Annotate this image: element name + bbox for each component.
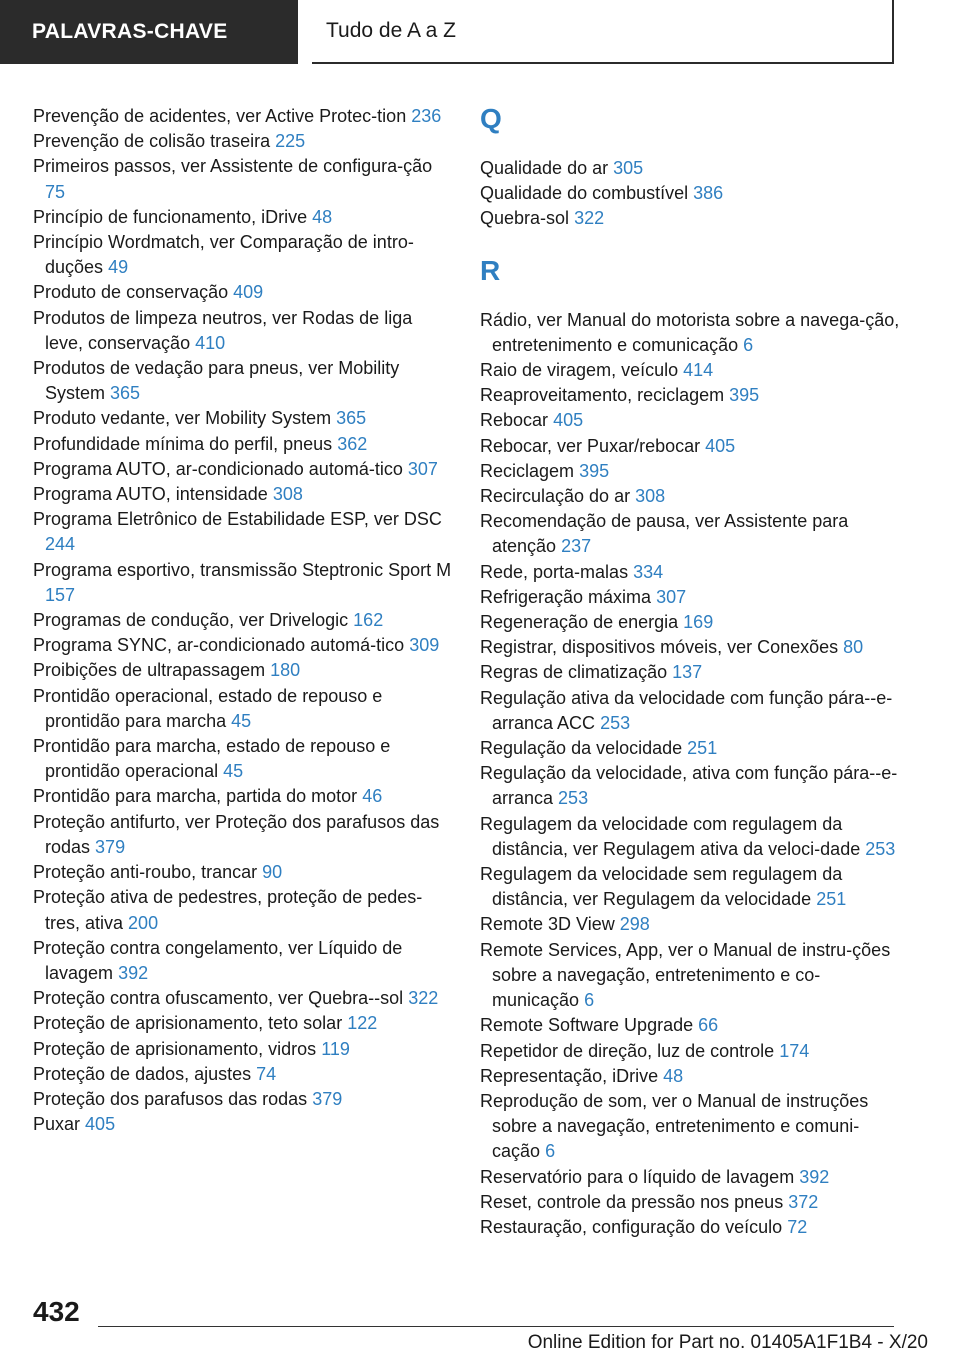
page-link[interactable]: 379 [95,836,126,857]
page-link[interactable]: 90 [262,862,283,883]
entry-text: Reciclagem [480,460,575,481]
entry-text: Regulação ativa da velocidade com função pára-‐e-arranca ACC [480,687,893,733]
index-entry [480,862,900,912]
page-link[interactable]: 414 [683,360,714,381]
entry-text: Proteção antifurto, ver Proteção dos parafusos das rodas [33,811,440,857]
index-entry [33,1087,453,1112]
index-entry [33,482,453,507]
entry-text: Proteção de dados, ajustes [33,1063,252,1084]
page-link[interactable]: 137 [672,662,703,683]
index-entry [33,1062,453,1087]
index-entry [480,181,900,206]
page-link[interactable]: 305 [613,158,644,178]
index-entry [33,1112,453,1137]
entry-text: Reservatório para o líquido de lavagem [480,1166,795,1187]
page-link[interactable]: 386 [693,183,724,204]
entry-text: Prontidão para marcha, estado de repouso e prontidão operacional [33,736,391,782]
page-link[interactable]: 45 [223,761,244,782]
page-link[interactable]: 395 [729,385,760,406]
index-entry [33,608,453,633]
entry-text: Quebra-sol [480,208,570,229]
index-entry [33,457,453,482]
page-link[interactable]: 298 [619,914,650,935]
q-entries [480,156,900,232]
entry-text: Prontidão para marcha, partida do motor [33,786,358,807]
header-title-box [312,0,894,64]
letter-heading-q: Q [480,103,502,134]
index-entry [480,1215,900,1240]
page-link[interactable]: 253 [558,788,589,809]
entry-text: Princípio de funcionamento, iDrive [33,206,308,227]
entry-text: Remote Software Upgrade [480,1015,694,1036]
entry-text: Programa AUTO, intensidade [33,484,268,505]
entry-text: Proteção contra congelamento, ver Líquido de lavagem [33,937,403,983]
index-entry [33,885,453,935]
index-entry [33,684,453,734]
page-link[interactable]: 253 [600,712,631,733]
entry-text: Proteção de aprisionamento, teto solar [33,1013,343,1034]
entry-text: Prevenção de acidentes, ver Active Protec‐tion [33,106,407,126]
page-link[interactable]: 372 [788,1191,819,1212]
index-entry [33,280,453,305]
left-index-column [33,104,453,1137]
index-entry [480,156,900,181]
entry-text: Representação, iDrive [480,1065,659,1086]
page-link[interactable]: 80 [843,637,864,658]
index-entry [480,1039,900,1064]
page-link[interactable]: 6 [545,1141,556,1162]
page-link[interactable]: 225 [275,131,306,152]
entry-text: Princípio Wordmatch, ver Comparação de intro‐duções [33,232,414,278]
page-link[interactable]: 322 [408,988,439,1009]
page-link[interactable]: 174 [779,1040,810,1061]
page-link[interactable]: 307 [656,586,687,607]
entry-text: Reaproveitamento, reciclagem [480,385,725,406]
entry-text: Produtos de limpeza neutros, ver Rodas de liga leve, conservação [33,307,413,353]
index-entry [480,686,900,736]
index-entry [480,484,900,509]
entry-text: Rádio, ver Manual do motorista sobre a navega‐ção, entretenimento e comunicação [480,309,900,355]
entry-text: Refrigeração máxima [480,586,652,607]
page-link[interactable]: 307 [407,458,438,479]
index-entry [480,459,900,484]
entry-text: Profundidade mínima do perfil, pneus [33,433,333,454]
entry-text: Registrar, dispositivos móveis, ver Conexões [480,637,839,658]
page-link[interactable]: 309 [409,635,440,656]
index-entry [33,734,453,784]
page-link[interactable]: 74 [256,1063,277,1084]
page-link[interactable]: 200 [128,912,159,933]
entry-text: Programa esportivo, transmissão Steptronic Sport M [33,559,452,580]
section-label: PALAVRAS-CHAVE [32,20,228,43]
page-link[interactable]: 169 [683,612,714,633]
entry-text: Regulação da velocidade, ativa com função pára-‐e-arranca [480,763,898,809]
page-link[interactable]: 46 [362,786,383,807]
index-entry [33,633,453,658]
index-entry [480,812,900,862]
entry-text: Puxar [33,1114,81,1135]
index-entry [480,1064,900,1089]
page-link[interactable]: 365 [110,383,141,404]
page-link[interactable]: 405 [705,435,736,456]
page-link[interactable]: 237 [561,536,592,557]
entry-text: Regulação da velocidade [480,738,683,759]
entry-text: Proteção dos parafusos das rodas [33,1088,308,1109]
page-link[interactable]: 409 [233,282,264,303]
index-entry [480,736,900,761]
index-entry [480,635,900,660]
section-tab [0,0,298,64]
index-entry [480,938,900,1014]
entry-text: Recomendação de pausa, ver Assistente para atenção [480,511,849,557]
entry-text: Proteção ativa de pedestres, proteção de pedes‐tres, ativa [33,887,423,933]
index-entry [480,1165,900,1190]
page-link[interactable]: 362 [337,433,368,454]
entry-text: Restauração, configuração do veículo [480,1216,783,1237]
page-link[interactable]: 392 [799,1166,830,1187]
index-entry [480,1013,900,1038]
page-link[interactable]: 379 [312,1088,343,1109]
page-link[interactable]: 48 [312,206,333,227]
page-link[interactable]: 308 [635,486,666,507]
page-link[interactable]: 253 [865,838,896,859]
page-link[interactable]: 180 [270,660,301,681]
page-link[interactable]: 66 [698,1015,719,1036]
entry-text: Rebocar [480,410,549,431]
page-link[interactable]: 49 [108,257,129,278]
index-entry [480,206,900,231]
index-entry [33,860,453,885]
index-entry [33,1011,453,1036]
page-link[interactable]: 119 [321,1038,350,1059]
index-entry [33,104,453,129]
page-link[interactable]: 75 [45,181,66,202]
right-index-column [480,104,900,1240]
index-entry [480,912,900,937]
index-entry [33,154,453,204]
page-link[interactable]: 395 [579,460,610,481]
letter-heading-r: R [480,254,501,286]
page-link[interactable]: 322 [574,208,605,229]
page-link[interactable]: 48 [663,1065,684,1086]
index-entry [480,1089,900,1165]
entry-text: Reprodução de som, ver o Manual de instruções sobre a navegação, entretenimento e comuni‐cação [480,1090,869,1162]
index-entry [33,356,453,406]
page-link[interactable]: 162 [353,610,384,631]
index-entry [33,558,453,608]
index-entry [480,585,900,610]
page-link[interactable]: 251 [687,738,718,759]
page-link[interactable]: 410 [195,332,226,353]
entry-text: Reset, controle da pressão nos pneus [480,1191,784,1212]
index-entry [33,406,453,431]
entry-text: Produto de conservação [33,282,229,303]
page-link[interactable]: 334 [633,561,664,582]
index-entry [33,205,453,230]
entry-text: Rede, porta-malas [480,561,629,582]
index-entry [480,434,900,459]
entry-text: Repetidor de direção, luz de controle [480,1040,775,1061]
index-entry [33,432,453,457]
index-entry [33,936,453,986]
entry-text: Proteção contra ofuscamento, ver Quebra-‐sol [33,988,404,1009]
index-entry [33,1037,453,1062]
entry-text: Remote 3D View [480,914,615,935]
entry-text: Regulagem da velocidade sem regulagem da distância, ver Regulagem da velocidade [480,864,843,910]
index-entry [33,230,453,280]
index-entry [33,129,453,154]
index-entry [33,810,453,860]
page-link[interactable]: 6 [584,990,595,1011]
page-link[interactable]: 157 [45,584,76,605]
entry-text: Prontidão operacional, estado de repouso e prontidão para marcha [33,685,383,731]
entry-text: Programa SYNC, ar-condicionado automá‐tico [33,635,405,656]
page-link[interactable]: 392 [118,962,149,983]
r-entries [480,308,900,1241]
index-entry [33,986,453,1011]
index-entry [480,308,900,358]
entry-text: Programa AUTO, ar-condicionado automá‐tico [33,458,403,479]
index-entry [480,1190,900,1215]
page-link[interactable]: 244 [45,534,76,555]
index-entry [480,761,900,811]
entry-text: Produtos de vedação para pneus, ver Mobility System [33,358,400,404]
entry-text: Programa Eletrônico de Estabilidade ESP, ver DSC [33,509,442,530]
index-entry [33,784,453,809]
index-entry [480,408,900,433]
index-entry [480,383,900,408]
index-entry [33,306,453,356]
entry-text: Recirculação do ar [480,486,631,507]
entry-text: Rebocar, ver Puxar/rebocar [480,435,701,456]
page-link[interactable]: 236 [411,106,442,126]
entry-text: Proteção de aprisionamento, vidros [33,1038,317,1059]
page-link[interactable]: 122 [347,1013,378,1034]
page-number: 432 [33,1296,80,1327]
page-link[interactable]: 45 [231,710,252,731]
page-link[interactable]: 405 [85,1114,116,1135]
index-entry [480,358,900,383]
entry-text: Proteção anti-roubo, trancar [33,862,258,883]
page-title: Tudo de A a Z [326,19,456,42]
entry-text: Prevenção de colisão traseira [33,131,271,152]
index-entry [480,610,900,635]
entry-text: Qualidade do ar [480,158,609,178]
entry-text: Programas de condução, ver Drivelogic [33,610,349,631]
page-link[interactable]: 72 [787,1216,808,1237]
entry-text: Primeiros passos, ver Assistente de configura‐ção [33,156,433,177]
entry-text: Proibições de ultrapassagem [33,660,266,681]
edition-footer: Online Edition for Part no. 01405A1F1B4 - X/20 [527,1332,928,1353]
page-link[interactable]: 308 [272,484,303,505]
entry-text: Regulagem da velocidade com regulagem da distância, ver Regulagem ativa da veloci‐dade [480,813,861,859]
entry-text: Remote Services, App, ver o Manual de instru‐ções sobre a navegação, entretenimento e co‐municação [480,939,891,1011]
index-entry [480,560,900,585]
entry-text: Regeneração de energia [480,612,679,633]
entry-text: Raio de viragem, veículo [480,360,679,381]
index-entry [33,658,453,683]
entry-text: Produto vedante, ver Mobility System [33,408,332,429]
entry-text: Regras de climatização [480,662,668,683]
page-link[interactable]: 251 [816,889,847,910]
index-entry [480,509,900,559]
page-link[interactable]: 365 [336,408,367,429]
index-entry [480,660,900,685]
entry-text: Qualidade do combustível [480,183,689,204]
page-link[interactable]: 405 [553,410,584,431]
index-entry [33,507,453,557]
footer-rule [98,1326,894,1327]
page-link[interactable]: 6 [743,334,754,355]
